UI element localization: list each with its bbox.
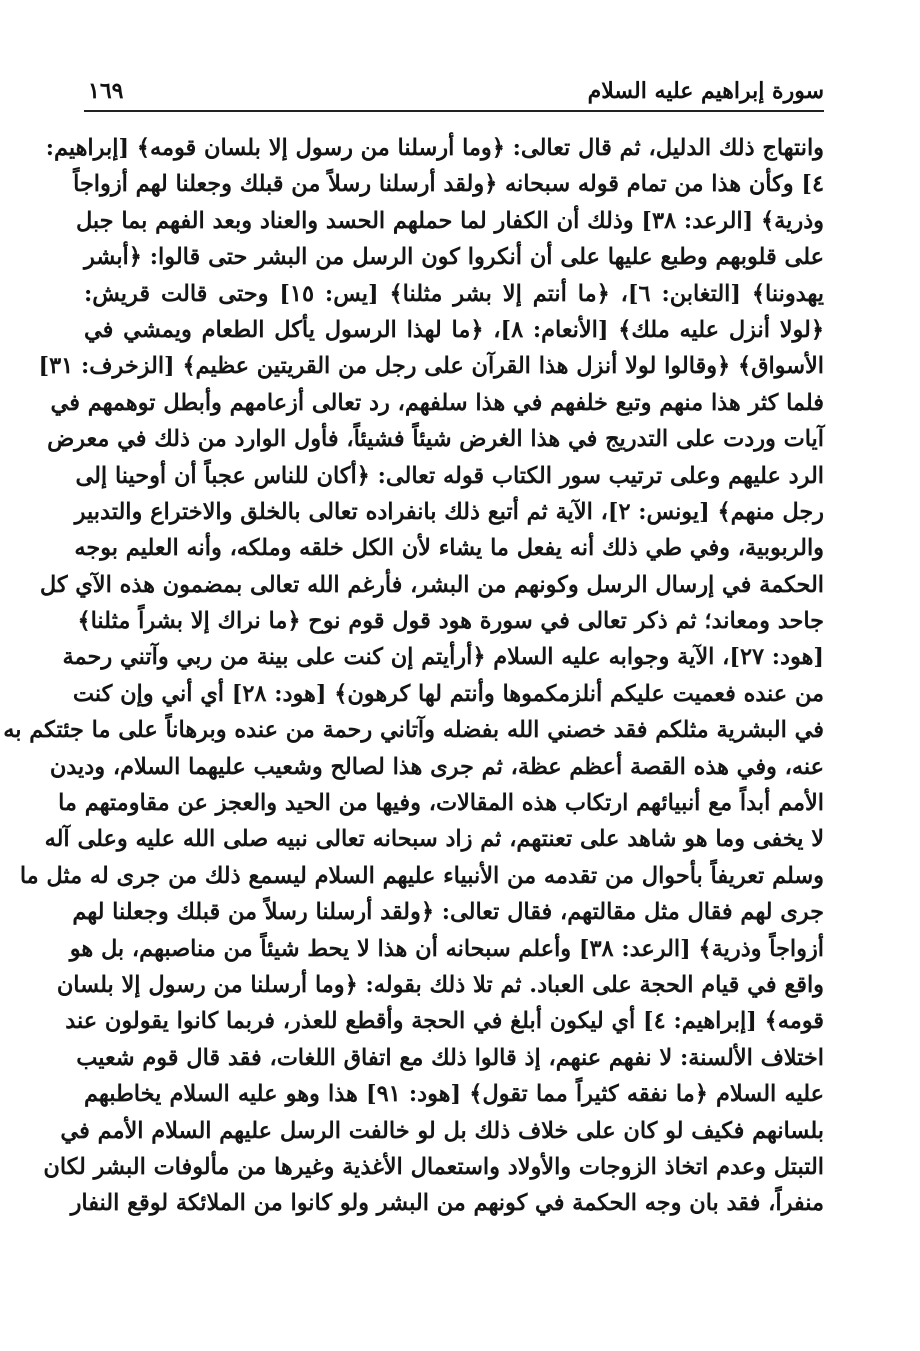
text-line: [هود: ٢٧]، الآية وجوابه عليه السلام ﴿أرأيتم إن كنت على بينة من ربي وآتني رحمة bbox=[62, 644, 824, 671]
text-line: الرد عليهم وعلى ترتيب سور الكتاب قوله تعالى: ﴿أكان للناس عجباً أن أوحينا إلى bbox=[75, 462, 824, 489]
text-line: يهدوننا﴾ [التغابن: ٦]، ﴿ما أنتم إلا بشر مثلنا﴾ [يس: ١٥] وحتى قالت قريش: bbox=[84, 280, 824, 307]
text-line: ٤] وكأن هذا من تمام قوله سبحانه ﴿ولقد أرسلنا رسلاً من قبلك وجعلنا لهم أزواجاً bbox=[73, 171, 824, 198]
text-line: لا يخفى وما هو شاهد على تعنتهم، ثم زاد سبحانه تعالى نبيه صلى الله عليه وعلى آله bbox=[44, 826, 824, 853]
body-text bbox=[3, 130, 824, 1222]
text-line: في البشرية مثلكم فقد خصني الله بفضله وآتاني رحمة من عنده وبرهاناً على ما جئتكم به bbox=[3, 717, 824, 744]
book-page bbox=[3, 76, 824, 1326]
text-line: منفراً، فقد بان وجه الحكمة في كونهم من البشر ولو كانوا من الملائكة لوقع النفار bbox=[70, 1190, 824, 1217]
text-line: عليه السلام ﴿ما نفقه كثيراً مما تقول﴾ [هود: ٩١] هذا وهو عليه السلام يخاطبهم bbox=[84, 1081, 824, 1108]
text-line: آيات وردت على التدريج في هذا الغرض شيئاً فشيئاً، فأول الوارد من ذلك في معرض bbox=[47, 426, 824, 453]
text-line: وسلم تعريفاً بأحوال من تقدمه من الأنبياء عليهم السلام ليسمع ذلك من جرى له مثل ما bbox=[19, 862, 824, 889]
header-rule bbox=[84, 110, 824, 112]
text-line: والربوبية، وفي طي ذلك أنه يفعل ما يشاء لأن الكل خلقه وملكه، وأنه العليم بوجه bbox=[74, 535, 824, 562]
text-line: أزواجاً وذرية﴾ [الرعد: ٣٨] وأعلم سبحانه أن هذا لا يحط شيئاً من مناصبهم، بل هو bbox=[69, 935, 824, 962]
text-line: بلسانهم فكيف لو كان على خلاف ذلك بل لو خالفت الرسل عليهم السلام الأمم في bbox=[60, 1117, 824, 1144]
text-line: جرى لهم فقال مثل مقالتهم، فقال تعالى: ﴿ولقد أرسلنا رسلاً من قبلك وجعلنا لهم bbox=[72, 899, 824, 926]
text-line: الحكمة في إرسال الرسل وكونهم من البشر، فأرغم الله تعالى بمضمون هذه الآي كل bbox=[39, 571, 824, 598]
text-line: قومه﴾ [إبراهيم: ٤] أي ليكون أبلغ في الحجة وأقطع للعذر، فربما كانوا يقولون عند bbox=[65, 1008, 824, 1035]
text-line: عنه، وفي هذه القصة أعظم عظة، ثم جرى هذا لصالح وشعيب عليهما السلام، وديدن bbox=[49, 753, 824, 780]
text-line: اختلاف الألسنة: لا نفهم عنهم، إذ قالوا ذلك مع اتفاق اللغات، فقد قال قوم شعيب bbox=[76, 1044, 824, 1071]
text-line: وذرية﴾ [الرعد: ٣٨] وذلك أن الكفار لما حملهم الحسد والعناد وبعد الفهم بما جبل bbox=[75, 207, 824, 234]
text-line: الأمم أبداً مع أنبيائهم ارتكاب هذه المقالات، وفيها من الحيد والعجز عن مقاومتهم ما bbox=[58, 790, 824, 817]
running-title: سورة إبراهيم عليه السلام bbox=[587, 78, 824, 104]
text-line: وانتهاج ذلك الدليل، ثم قال تعالى: ﴿وما أرسلنا من رسول إلا بلسان قومه﴾ [إبراهيم: bbox=[45, 135, 824, 161]
text-line: رجل منهم﴾ [يونس: ٢]، الآية ثم أتبع ذلك بانفراده تعالى بالخلق والاختراع والتدبير bbox=[74, 498, 824, 525]
text-line: التبتل وعدم اتخاذ الزوجات والأولاد واستعمال الأغذية وغيرها من مألوفات البشر لكان bbox=[43, 1153, 824, 1180]
text-line: واقع في قيام الحجة على العباد. ثم تلا ذلك بقوله: ﴿وما أرسلنا من رسول إلا بلسان bbox=[56, 971, 824, 998]
text-line: جاحد ومعاند؛ ثم ذكر تعالى في سورة هود قول قوم نوح ﴿ما نراك إلا بشراً مثلنا﴾ bbox=[77, 608, 824, 635]
text-line: فلما كثر هذا منهم وتبع خلفهم في هذا سلفهم، رد تعالى أزعامهم وأبطل توهمهم في bbox=[50, 389, 824, 416]
text-line: الأسواق﴾ ﴿وقالوا لولا أنزل هذا القرآن على رجل من القريتين عظيم﴾ [الزخرف: ٣١] bbox=[38, 353, 824, 380]
page-number: ١٦٩ bbox=[88, 78, 124, 104]
text-line: على قلوبهم وطبع عليها على أن أنكروا كون الرسل من البشر حتى قالوا: ﴿أبشر bbox=[84, 244, 824, 271]
page-header bbox=[84, 76, 824, 112]
text-line: ﴿لولا أنزل عليه ملك﴾ [الأنعام: ٨]، ﴿ما لهذا الرسول يأكل الطعام ويمشي في bbox=[84, 316, 824, 343]
text-line: من عنده فعميت عليكم أنلزمكموها وأنتم لها كرهون﴾ [هود: ٢٨] أي أني وإن كنت bbox=[72, 680, 824, 707]
